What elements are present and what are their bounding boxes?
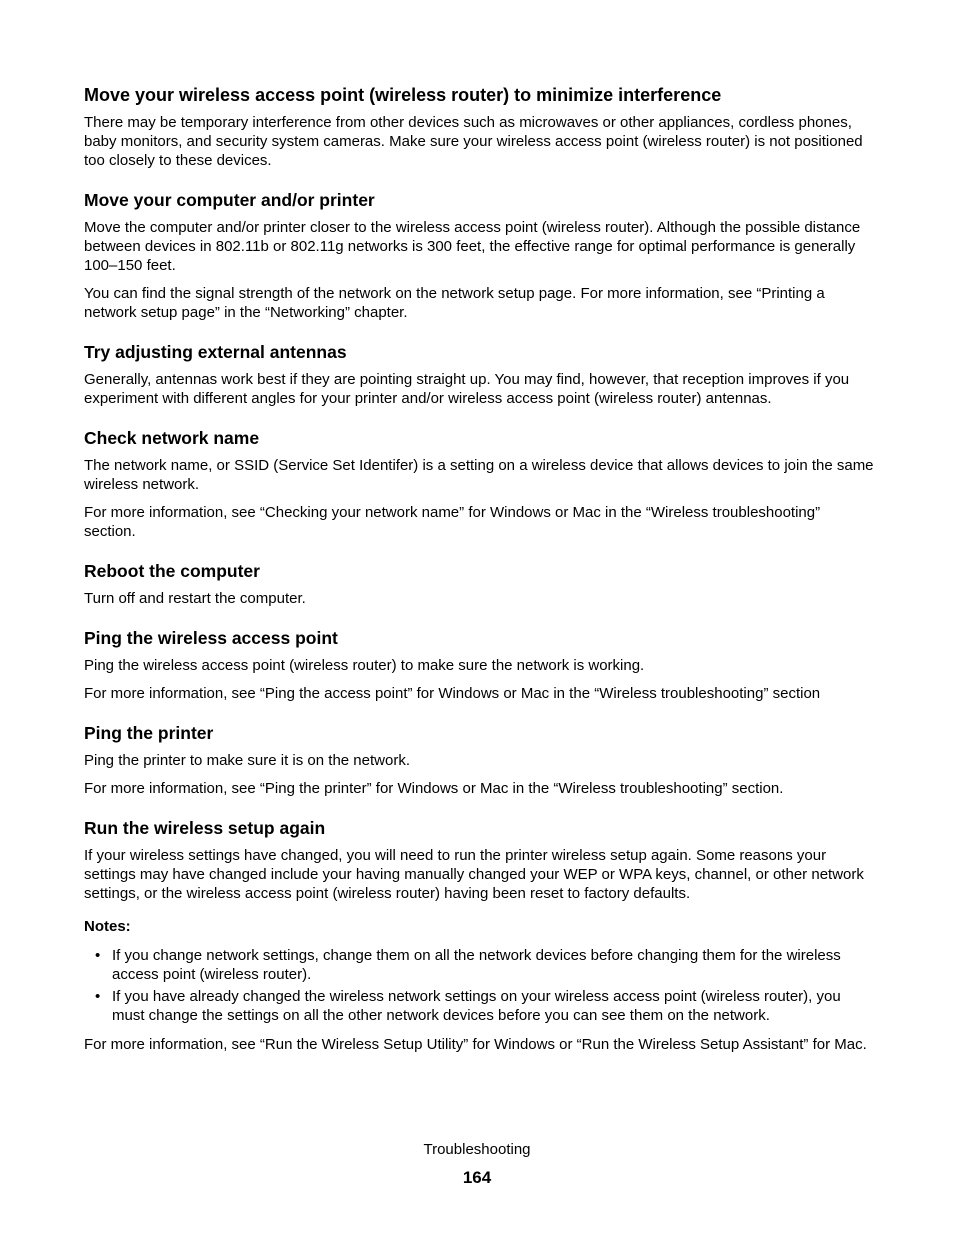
section-paragraph: Generally, antennas work best if they are pointing straight up. You may find, however, that reception improves if you experiment with different angles for your printer and/or wireless access point (wireless router) antennas. xyxy=(84,371,850,407)
section-reboot xyxy=(84,561,874,608)
section-paragraph: Turn off and restart the computer. xyxy=(84,590,306,607)
section-heading: Reboot the computer xyxy=(84,561,260,581)
footer-chapter-title: Troubleshooting xyxy=(423,1141,531,1158)
section-ping-printer xyxy=(84,723,874,798)
section-heading: Run the wireless setup again xyxy=(84,818,326,838)
section-paragraph: You can find the signal strength of the network on the network setup page. For more information, see “Printing a network setup page” in the “Networking” chapter. xyxy=(84,285,825,321)
note-text: If you change network settings, change them on all the network devices before changing them for the wireless access point (wireless router). xyxy=(112,947,841,983)
section-network-name xyxy=(84,428,874,541)
section-heading: Move your wireless access point (wireless router) to minimize interference xyxy=(84,85,722,105)
section-antennas xyxy=(84,342,874,408)
section-paragraph: Move the computer and/or printer closer to the wireless access point (wireless router). Although the possible distance between devices in 802.11b or 802.11g networks is 300 feet, the effective range for optimal performance is generally 100–150 feet. xyxy=(84,219,861,274)
section-paragraph: For more information, see “Checking your network name” for Windows or Mac in the “Wireless troubleshooting” section. xyxy=(84,504,821,540)
section-heading: Ping the printer xyxy=(84,723,214,743)
section-heading: Ping the wireless access point xyxy=(84,628,338,648)
section-move-computer xyxy=(84,190,874,322)
bullet-icon: • xyxy=(95,947,101,964)
notes-list xyxy=(84,946,874,1025)
section-heading: Try adjusting external antennas xyxy=(84,342,347,362)
bullet-icon: • xyxy=(95,988,101,1005)
section-paragraph: Ping the printer to make sure it is on the network. xyxy=(84,752,410,769)
section-paragraph: If your wireless settings have changed, you will need to run the printer wireless setup again. Some reasons your settings may have changed include your having manually changed your WEP or WPA keys, channel, or other network settings, or the wireless access point (wireless router) having been reset to factory defaults. xyxy=(84,847,864,902)
section-ping-access-point xyxy=(84,628,874,703)
section-paragraph: For more information, see “Ping the access point” for Windows or Mac in the “Wireless troubleshooting” section xyxy=(84,685,821,702)
section-paragraph: For more information, see “Ping the printer” for Windows or Mac in the “Wireless troubleshooting” section. xyxy=(84,780,784,797)
list-item xyxy=(84,946,874,984)
section-heading: Check network name xyxy=(84,428,260,448)
section-paragraph: The network name, or SSID (Service Set Identifer) is a setting on a wireless device that allows devices to join the same wireless network. xyxy=(84,457,874,493)
section-run-setup xyxy=(84,818,874,1054)
note-text: If you have already changed the wireless network settings on your wireless access point (wireless router), you must change the settings on all the other network devices before you can see them on the network. xyxy=(112,988,841,1024)
notes-label: Notes: xyxy=(84,918,131,935)
section-paragraph: There may be temporary interference from other devices such as microwaves or other appliances, cordless phones, baby monitors, and security system cameras. Make sure your wireless access point (wireless router) is not positioned too closely to these devices. xyxy=(84,114,863,169)
document-body xyxy=(84,85,874,1074)
page-number: 164 xyxy=(462,1168,492,1187)
list-item xyxy=(84,987,874,1025)
section-interference xyxy=(84,85,874,170)
section-heading: Move your computer and/or printer xyxy=(84,190,375,210)
closing-paragraph: For more information, see “Run the Wireless Setup Utility” for Windows or “Run the Wireless Setup Assistant” for Mac. xyxy=(84,1036,867,1053)
section-paragraph: Ping the wireless access point (wireless router) to make sure the network is working. xyxy=(84,657,645,674)
